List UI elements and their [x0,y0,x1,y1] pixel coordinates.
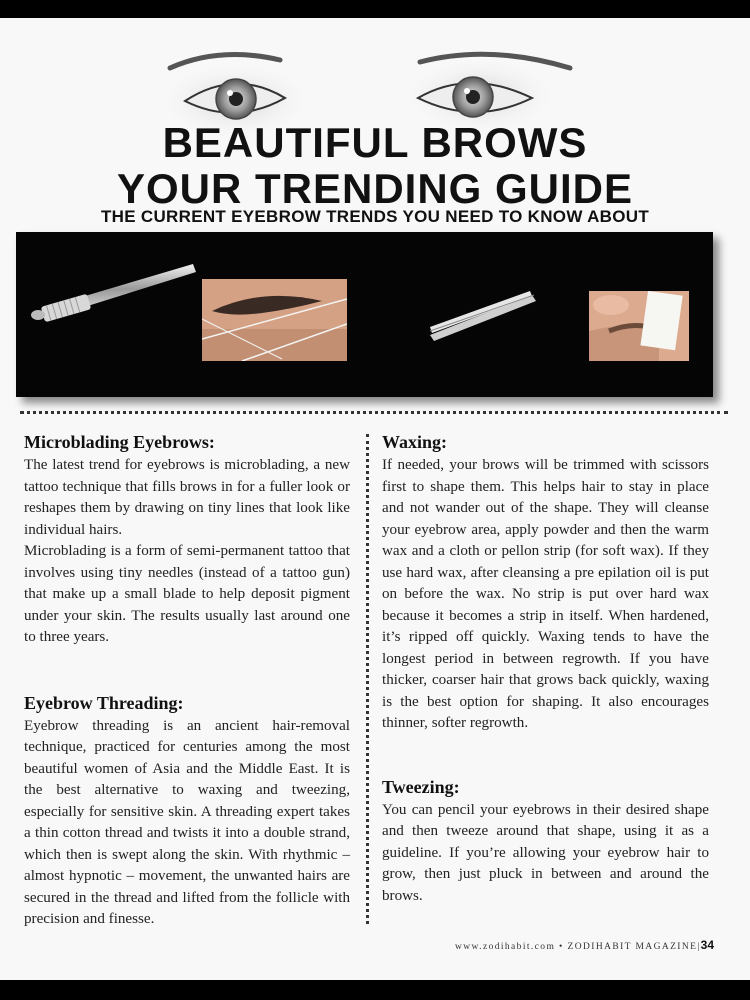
page-title-line-2: YOUR TRENDING GUIDE [116,165,634,212]
page-number: 34 [700,938,714,952]
threading-paragraph: Eyebrow threading is an ancient hair-removal technique, practiced for centuries among the most beautiful women of Asia and the Middle East. It is the best alternative to waxing and tweezing, especially for sensitive skin. A threading expert takes a thin cotton thread and twists it into a double strand, which then is swept along the skin. With rhythmic – almost hypnotic – movement, the unwanted hairs are secured in the thread and lifted from the follicle with precision and finesse. [24,717,350,927]
footer-separator: • [559,942,564,952]
threading-photo [202,279,347,361]
microblading-paragraph-2: Microblading is a form of semi-permanent tattoo that involves using tiny needles (instead of a tattoo gun) that make up a small blade to help deposit pigment under your skin. The results usually last around one to three years. [24,543,350,645]
page-title-line-1: BEAUTIFUL BROWS [162,119,588,166]
footer-magazine-name: ZODIHABIT MAGAZINE [567,942,698,952]
brow-tools-banner [16,232,713,397]
tweezing-paragraph: You can pencil your eyebrows in their desired shape and then tweeze around that shape, using it as a guideline. If you’re allowing your eyebrow hair to grow, then just pluck in between and around the brows. [382,801,709,904]
right-column [382,430,709,907]
threading-heading: Eyebrow Threading: [24,692,184,713]
magazine-page [0,18,750,980]
microblading-paragraph-1: The latest trend for eyebrows is microblading, a new tattoo technique that fills brows in for a fuller look or reshapes them by drawing on tiny lines that look like individual hairs. [24,457,350,538]
horizontal-dotted-divider [20,411,728,414]
page-footer: www.zodihabit.com • ZODIHABIT MAGAZINE|34 [455,938,714,952]
microblading-heading: Microblading Eyebrows: [24,432,215,452]
waxing-photo [589,291,689,361]
waxing-heading: Waxing: [382,432,448,452]
vertical-dotted-divider [366,434,369,924]
microblading-pen-image [28,252,198,322]
footer-website: www.zodihabit.com [455,942,556,952]
left-column [24,430,350,931]
page-subtitle: THE CURRENT EYEBROW TRENDS YOU NEED TO KNOW ABOUT [100,207,650,226]
tweezing-heading: Tweezing: [382,776,460,797]
waxing-paragraph: If needed, your brows will be trimmed with scissors first to shape them. This helps hair to stay in place and not wander out of the shape. They will cleanse your eyebrow area, apply powder and then the warm wax and a cloth or pellon strip (for soft wax). If they use hard wax, after cleansing a pre epilation oil is put on before the wax. No strip is put over hard wax because it becomes a strip in itself. When hardened, it’s ripped off quickly. Waxing tends to have the longest period in between regrowth. If you have thicker, coarser hair that grows back quickly, waxing is the best option for shaping. It also encourages thinner, softer regrowth. [382,457,709,731]
tweezers-image [424,287,539,342]
